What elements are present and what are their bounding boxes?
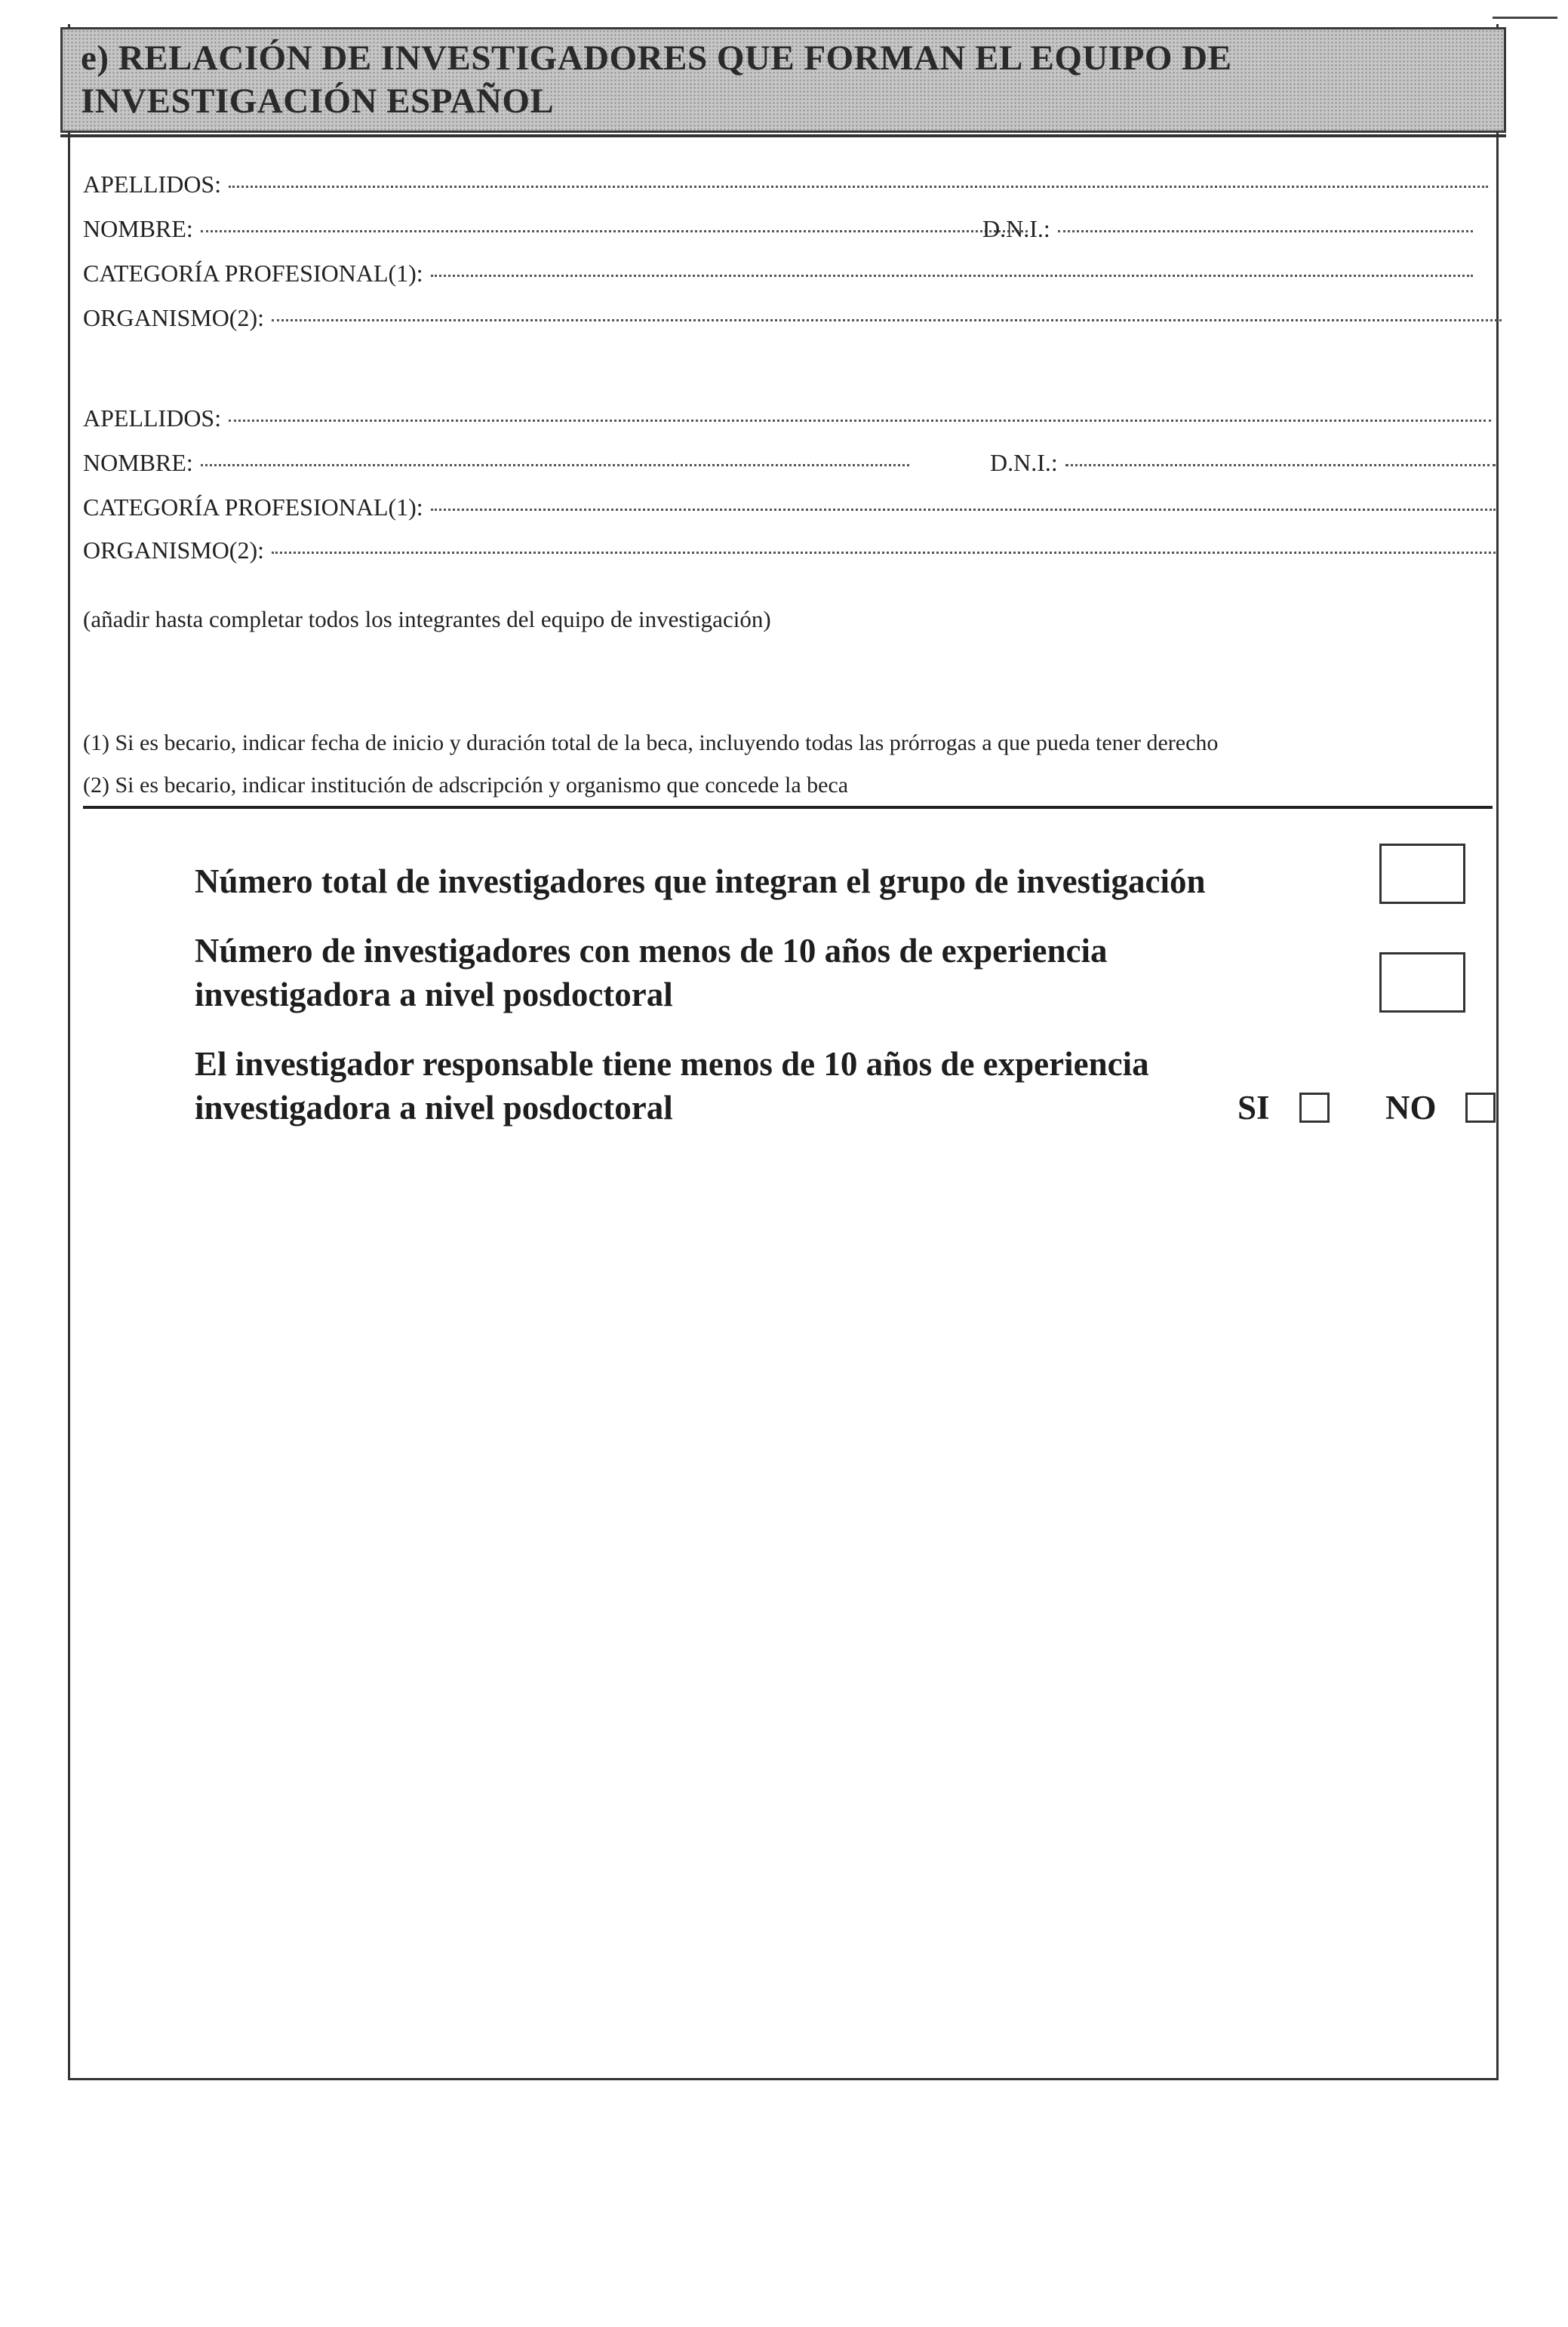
junior-investigators-question-line2: investigadora a nivel posdoctoral bbox=[195, 976, 673, 1013]
categoria-input-line[interactable] bbox=[431, 509, 1496, 511]
researcher-1-apellidos-field[interactable] bbox=[83, 168, 1488, 201]
dni-input-line[interactable] bbox=[1058, 230, 1473, 232]
researcher-1-dni-field[interactable] bbox=[982, 212, 1473, 245]
categoria-input-line[interactable] bbox=[431, 275, 1473, 277]
researcher-1-organismo-field[interactable] bbox=[83, 301, 1502, 334]
categoria-label: CATEGORÍA PROFESIONAL(1): bbox=[83, 493, 423, 521]
apellidos-input-line[interactable] bbox=[229, 186, 1488, 188]
dni-label: D.N.I.: bbox=[982, 215, 1050, 242]
organismo-label: ORGANISMO(2): bbox=[83, 536, 264, 564]
apellidos-label: APELLIDOS: bbox=[83, 404, 222, 432]
section-divider bbox=[83, 806, 1493, 809]
total-investigators-question: Número total de investigadores que integran el grupo de investigación bbox=[195, 862, 1206, 900]
categoria-label: CATEGORÍA PROFESIONAL(1): bbox=[83, 260, 423, 287]
apellidos-input-line[interactable] bbox=[229, 420, 1491, 422]
lead-junior-question-line1: El investigador responsable tiene menos de 10 años de experiencia bbox=[195, 1045, 1149, 1083]
section-header bbox=[60, 27, 1506, 133]
nombre-label: NOMBRE: bbox=[83, 449, 193, 476]
researcher-2-nombre-field[interactable] bbox=[83, 446, 909, 479]
dni-input-line[interactable] bbox=[1065, 464, 1496, 466]
footnote-1: (1) Si es becario, indicar fecha de inicio y duración total de la beca, incluyendo todas las prórrogas a que pueda tener derecho bbox=[83, 730, 1219, 755]
researcher-2-apellidos-field[interactable] bbox=[83, 401, 1491, 435]
researcher-2-organismo-field[interactable] bbox=[83, 533, 1496, 567]
footnote-2: (2) Si es becario, indicar institución de adscripción y organismo que concede la beca bbox=[83, 773, 849, 798]
nombre-input-line[interactable] bbox=[201, 230, 1028, 232]
nombre-label: NOMBRE: bbox=[83, 215, 193, 242]
organismo-input-line[interactable] bbox=[272, 552, 1496, 554]
apellidos-label: APELLIDOS: bbox=[83, 171, 222, 198]
organismo-label: ORGANISMO(2): bbox=[83, 304, 264, 331]
researcher-1-nombre-field[interactable] bbox=[83, 212, 1028, 245]
si-checkbox[interactable] bbox=[1299, 1093, 1330, 1123]
section-title: e) RELACIÓN DE INVESTIGADORES QUE FORMAN EL EQUIPO DE INVESTIGACIÓN ESPAÑOL bbox=[81, 38, 1232, 121]
header-underline bbox=[60, 134, 1506, 137]
nombre-input-line[interactable] bbox=[201, 464, 909, 466]
no-checkbox[interactable] bbox=[1465, 1093, 1496, 1123]
organismo-input-line[interactable] bbox=[272, 319, 1502, 321]
dni-label: D.N.I.: bbox=[990, 449, 1058, 476]
researcher-1-categoria-field[interactable] bbox=[83, 257, 1473, 290]
no-label: NO bbox=[1385, 1089, 1437, 1127]
lead-junior-question-line2: investigadora a nivel posdoctoral bbox=[195, 1089, 673, 1127]
junior-investigators-box[interactable] bbox=[1379, 952, 1465, 1013]
junior-investigators-question-line1: Número de investigadores con menos de 10 años de experiencia bbox=[195, 932, 1108, 970]
add-members-note: (añadir hasta completar todos los integrantes del equipo de investigación) bbox=[83, 606, 771, 632]
total-investigators-box[interactable] bbox=[1379, 844, 1465, 904]
researcher-2-categoria-field[interactable] bbox=[83, 490, 1496, 524]
researcher-2-dni-field[interactable] bbox=[990, 446, 1496, 479]
top-right-rule bbox=[1493, 17, 1557, 19]
si-label: SI bbox=[1237, 1089, 1270, 1127]
